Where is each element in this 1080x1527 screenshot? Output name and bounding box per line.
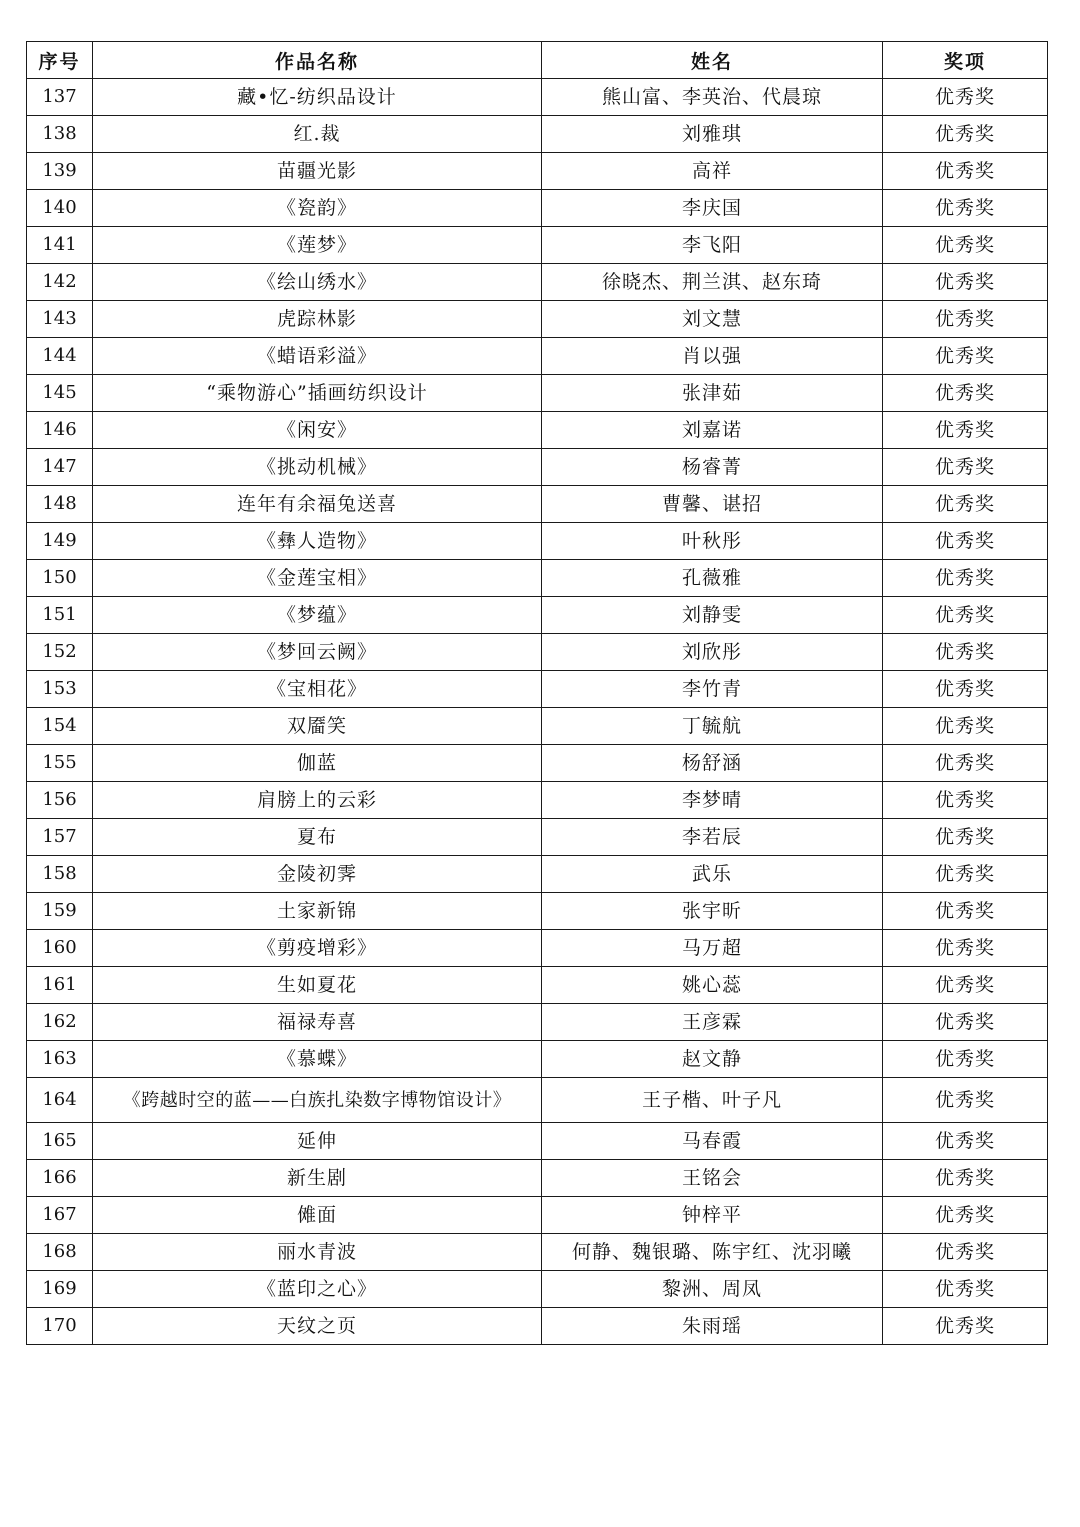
cell-no: 164 xyxy=(27,1078,93,1123)
table-row xyxy=(27,79,1048,116)
cell-name: 刘静雯 xyxy=(542,597,883,634)
cell-name: 姚心蕊 xyxy=(542,967,883,1004)
cell-award: 优秀奖 xyxy=(883,634,1048,671)
cell-name: 徐晓杰、荆兰淇、赵东琦 xyxy=(542,264,883,301)
cell-award: 优秀奖 xyxy=(883,486,1048,523)
cell-no: 138 xyxy=(27,116,93,153)
table-row xyxy=(27,560,1048,597)
cell-award: 优秀奖 xyxy=(883,819,1048,856)
cell-no: 168 xyxy=(27,1234,93,1271)
table-row xyxy=(27,930,1048,967)
cell-name: 马春霞 xyxy=(542,1123,883,1160)
table-row xyxy=(27,1041,1048,1078)
cell-award: 优秀奖 xyxy=(883,1308,1048,1345)
cell-name: 王子楷、叶子凡 xyxy=(542,1078,883,1123)
cell-award: 优秀奖 xyxy=(883,745,1048,782)
table-row xyxy=(27,412,1048,449)
table-row xyxy=(27,856,1048,893)
cell-title: 伽蓝 xyxy=(93,745,542,782)
cell-no: 153 xyxy=(27,671,93,708)
cell-name: 李若辰 xyxy=(542,819,883,856)
cell-name: 朱雨瑶 xyxy=(542,1308,883,1345)
cell-title: 《跨越时空的蓝——白族扎染数字博物馆设计》 xyxy=(93,1078,542,1123)
cell-title: 肩膀上的云彩 xyxy=(93,782,542,819)
cell-no: 161 xyxy=(27,967,93,1004)
cell-title: 《梦回云阙》 xyxy=(93,634,542,671)
cell-title: 新生剧 xyxy=(93,1160,542,1197)
cell-title: 苗疆光影 xyxy=(93,153,542,190)
table-header xyxy=(27,42,1048,79)
table-row xyxy=(27,227,1048,264)
cell-no: 163 xyxy=(27,1041,93,1078)
cell-name: 刘欣彤 xyxy=(542,634,883,671)
cell-award: 优秀奖 xyxy=(883,597,1048,634)
cell-title: 双靥笑 xyxy=(93,708,542,745)
table-row xyxy=(27,967,1048,1004)
cell-no: 141 xyxy=(27,227,93,264)
cell-name: 李梦晴 xyxy=(542,782,883,819)
table-row xyxy=(27,190,1048,227)
cell-no: 150 xyxy=(27,560,93,597)
cell-no: 144 xyxy=(27,338,93,375)
cell-award: 优秀奖 xyxy=(883,79,1048,116)
cell-title: 延伸 xyxy=(93,1123,542,1160)
cell-name: 孔薇雅 xyxy=(542,560,883,597)
table-row xyxy=(27,486,1048,523)
table-row xyxy=(27,597,1048,634)
cell-award: 优秀奖 xyxy=(883,1123,1048,1160)
header-title: 作品名称 xyxy=(93,42,542,79)
table-row xyxy=(27,449,1048,486)
cell-award: 优秀奖 xyxy=(883,227,1048,264)
cell-title: 丽水青波 xyxy=(93,1234,542,1271)
cell-name: 张津茹 xyxy=(542,375,883,412)
cell-title: 《慕蝶》 xyxy=(93,1041,542,1078)
table-row xyxy=(27,671,1048,708)
cell-title: 红.裁 xyxy=(93,116,542,153)
header-no: 序号 xyxy=(27,42,93,79)
cell-name: 武乐 xyxy=(542,856,883,893)
table-row xyxy=(27,1160,1048,1197)
cell-name: 刘雅琪 xyxy=(542,116,883,153)
cell-no: 155 xyxy=(27,745,93,782)
cell-name: 李竹青 xyxy=(542,671,883,708)
cell-title: 《宝相花》 xyxy=(93,671,542,708)
cell-award: 优秀奖 xyxy=(883,1271,1048,1308)
cell-name: 钟梓平 xyxy=(542,1197,883,1234)
cell-award: 优秀奖 xyxy=(883,967,1048,1004)
cell-award: 优秀奖 xyxy=(883,1234,1048,1271)
cell-award: 优秀奖 xyxy=(883,1004,1048,1041)
table-row xyxy=(27,375,1048,412)
cell-name: 刘嘉诺 xyxy=(542,412,883,449)
cell-award: 优秀奖 xyxy=(883,782,1048,819)
cell-name: 曹馨、谌招 xyxy=(542,486,883,523)
cell-award: 优秀奖 xyxy=(883,560,1048,597)
cell-no: 170 xyxy=(27,1308,93,1345)
cell-name: 杨睿菁 xyxy=(542,449,883,486)
cell-award: 优秀奖 xyxy=(883,893,1048,930)
award-table xyxy=(26,41,1048,1345)
table-row xyxy=(27,264,1048,301)
cell-no: 165 xyxy=(27,1123,93,1160)
header-row xyxy=(27,42,1048,79)
cell-title: 夏布 xyxy=(93,819,542,856)
table-row xyxy=(27,1234,1048,1271)
cell-no: 137 xyxy=(27,79,93,116)
cell-award: 优秀奖 xyxy=(883,116,1048,153)
cell-name: 高祥 xyxy=(542,153,883,190)
cell-no: 148 xyxy=(27,486,93,523)
cell-name: 肖以强 xyxy=(542,338,883,375)
cell-award: 优秀奖 xyxy=(883,1160,1048,1197)
cell-award: 优秀奖 xyxy=(883,264,1048,301)
table-row xyxy=(27,1197,1048,1234)
cell-award: 优秀奖 xyxy=(883,708,1048,745)
cell-title: 《蓝印之心》 xyxy=(93,1271,542,1308)
cell-no: 149 xyxy=(27,523,93,560)
cell-name: 马万超 xyxy=(542,930,883,967)
cell-name: 叶秋彤 xyxy=(542,523,883,560)
table-row xyxy=(27,1308,1048,1345)
cell-title: 《彝人造物》 xyxy=(93,523,542,560)
cell-no: 160 xyxy=(27,930,93,967)
table-row xyxy=(27,708,1048,745)
cell-title: 土家新锦 xyxy=(93,893,542,930)
cell-title: 《瓷韵》 xyxy=(93,190,542,227)
cell-name: 赵文静 xyxy=(542,1041,883,1078)
cell-no: 167 xyxy=(27,1197,93,1234)
cell-title: 《梦蕴》 xyxy=(93,597,542,634)
cell-name: 王铭会 xyxy=(542,1160,883,1197)
cell-award: 优秀奖 xyxy=(883,449,1048,486)
cell-title: 《挑动机械》 xyxy=(93,449,542,486)
table-row xyxy=(27,1004,1048,1041)
cell-no: 146 xyxy=(27,412,93,449)
cell-award: 优秀奖 xyxy=(883,523,1048,560)
cell-no: 152 xyxy=(27,634,93,671)
cell-award: 优秀奖 xyxy=(883,375,1048,412)
cell-award: 优秀奖 xyxy=(883,301,1048,338)
cell-no: 147 xyxy=(27,449,93,486)
cell-title: 《闲安》 xyxy=(93,412,542,449)
header-award: 奖项 xyxy=(883,42,1048,79)
cell-award: 优秀奖 xyxy=(883,1078,1048,1123)
cell-name: 李飞阳 xyxy=(542,227,883,264)
cell-title: 藏•忆-纺织品设计 xyxy=(93,79,542,116)
cell-no: 169 xyxy=(27,1271,93,1308)
table-row xyxy=(27,634,1048,671)
table-row xyxy=(27,893,1048,930)
cell-name: 杨舒涵 xyxy=(542,745,883,782)
cell-title: 傩面 xyxy=(93,1197,542,1234)
cell-award: 优秀奖 xyxy=(883,930,1048,967)
cell-award: 优秀奖 xyxy=(883,1041,1048,1078)
table-row xyxy=(27,1123,1048,1160)
cell-title: 虎踪林影 xyxy=(93,301,542,338)
cell-award: 优秀奖 xyxy=(883,412,1048,449)
table-row xyxy=(27,116,1048,153)
cell-title: 连年有余福兔送喜 xyxy=(93,486,542,523)
table-body xyxy=(27,79,1048,1345)
cell-award: 优秀奖 xyxy=(883,856,1048,893)
cell-title: 《剪疫增彩》 xyxy=(93,930,542,967)
cell-no: 154 xyxy=(27,708,93,745)
cell-title: 《莲梦》 xyxy=(93,227,542,264)
cell-no: 157 xyxy=(27,819,93,856)
cell-award: 优秀奖 xyxy=(883,1197,1048,1234)
cell-no: 145 xyxy=(27,375,93,412)
cell-name: 丁毓航 xyxy=(542,708,883,745)
table-row xyxy=(27,1078,1048,1123)
cell-no: 140 xyxy=(27,190,93,227)
cell-no: 158 xyxy=(27,856,93,893)
table-row xyxy=(27,819,1048,856)
table-row xyxy=(27,338,1048,375)
cell-name: 李庆国 xyxy=(542,190,883,227)
cell-name: 黎洲、周凤 xyxy=(542,1271,883,1308)
cell-no: 162 xyxy=(27,1004,93,1041)
cell-award: 优秀奖 xyxy=(883,671,1048,708)
cell-no: 139 xyxy=(27,153,93,190)
cell-no: 151 xyxy=(27,597,93,634)
cell-title: 生如夏花 xyxy=(93,967,542,1004)
cell-no: 143 xyxy=(27,301,93,338)
cell-title: 天纹之页 xyxy=(93,1308,542,1345)
cell-no: 166 xyxy=(27,1160,93,1197)
cell-award: 优秀奖 xyxy=(883,190,1048,227)
cell-award: 优秀奖 xyxy=(883,338,1048,375)
table-row xyxy=(27,782,1048,819)
cell-name: 何静、魏银璐、陈宇红、沈羽曦 xyxy=(542,1234,883,1271)
cell-title: “乘物游心”插画纺织设计 xyxy=(93,375,542,412)
table-row xyxy=(27,1271,1048,1308)
cell-title: 《绘山绣水》 xyxy=(93,264,542,301)
table-row xyxy=(27,301,1048,338)
table-row xyxy=(27,153,1048,190)
cell-no: 142 xyxy=(27,264,93,301)
header-name: 姓名 xyxy=(542,42,883,79)
cell-name: 刘文慧 xyxy=(542,301,883,338)
cell-name: 熊山富、李英治、代晨琼 xyxy=(542,79,883,116)
table-row xyxy=(27,745,1048,782)
table-row xyxy=(27,523,1048,560)
cell-award: 优秀奖 xyxy=(883,153,1048,190)
cell-name: 张宇昕 xyxy=(542,893,883,930)
cell-title: 《金莲宝相》 xyxy=(93,560,542,597)
cell-title: 《蜡语彩溢》 xyxy=(93,338,542,375)
cell-name: 王彦霖 xyxy=(542,1004,883,1041)
cell-no: 156 xyxy=(27,782,93,819)
cell-title: 福禄寿喜 xyxy=(93,1004,542,1041)
cell-title: 金陵初霁 xyxy=(93,856,542,893)
cell-no: 159 xyxy=(27,893,93,930)
